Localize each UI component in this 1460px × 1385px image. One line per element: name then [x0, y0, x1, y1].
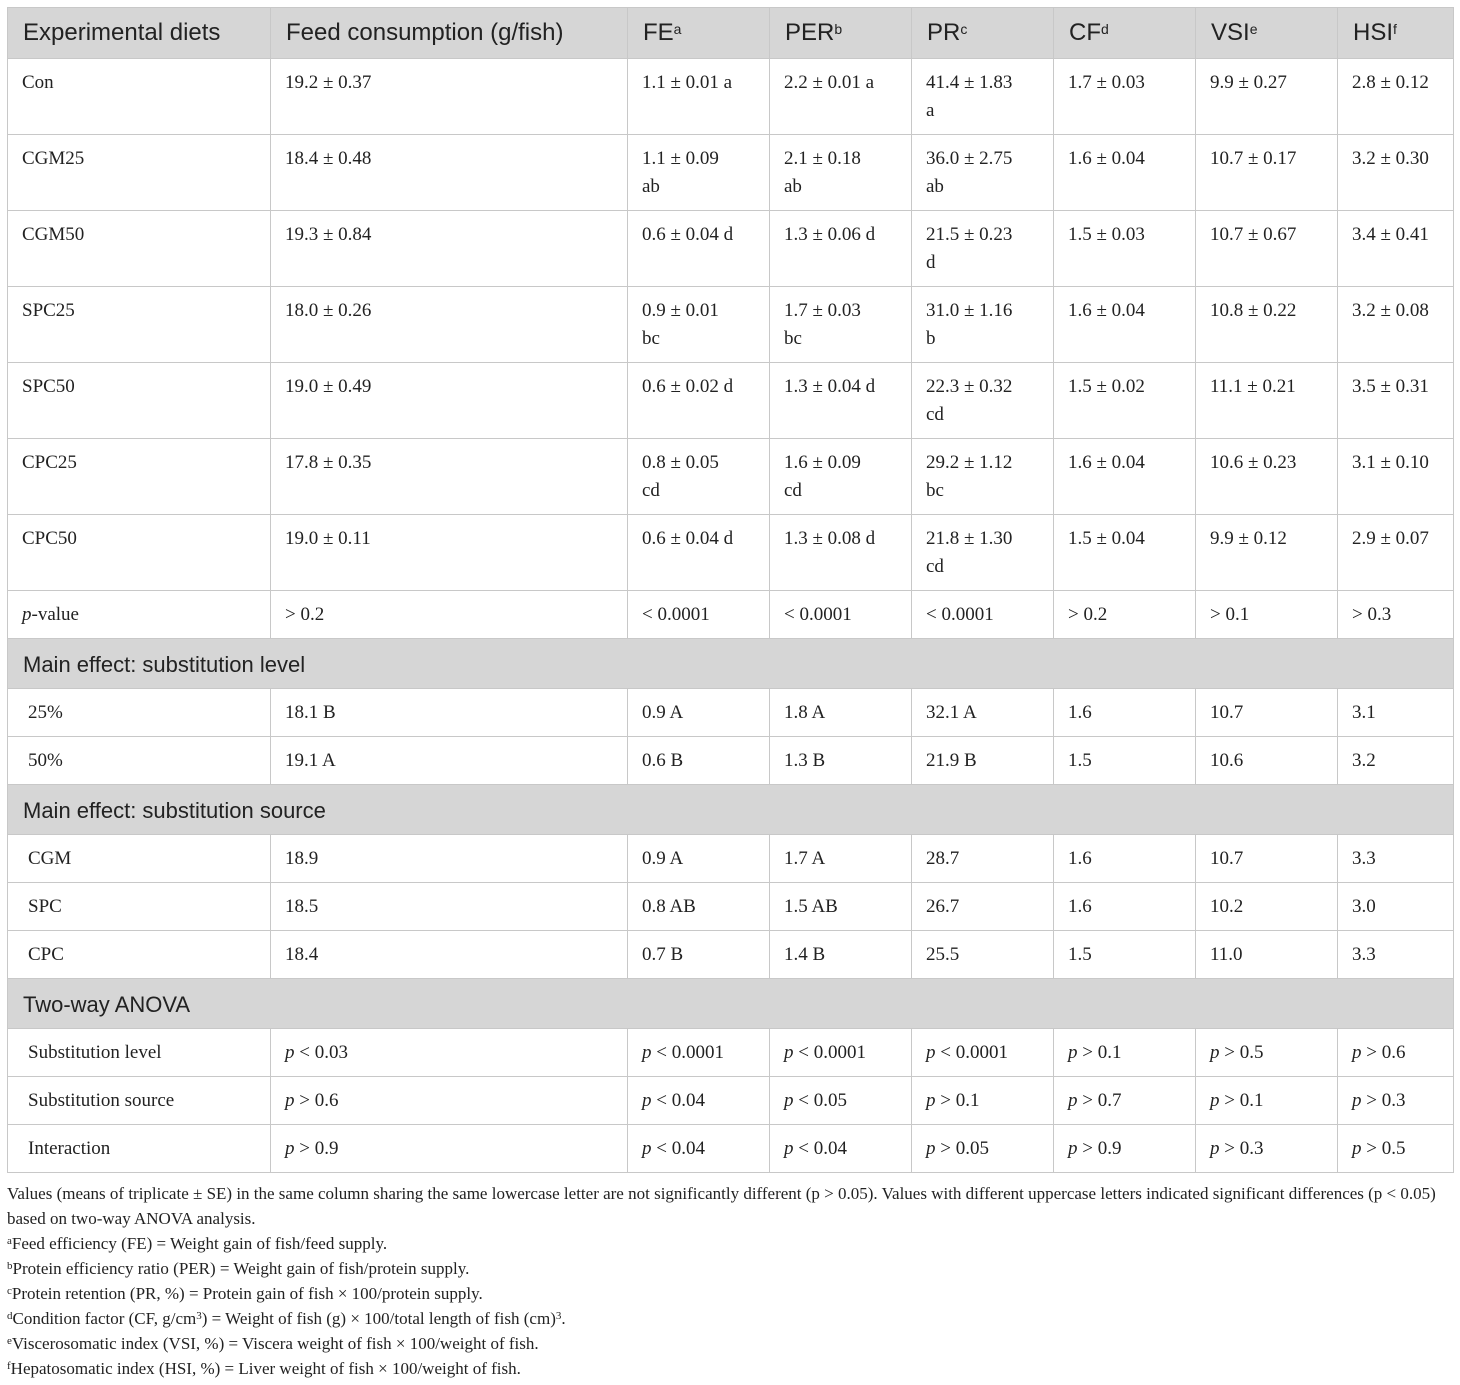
results-table [7, 7, 1454, 1173]
table-row [8, 931, 1454, 979]
cell: 2.1 ± 0.18 ab [770, 135, 912, 211]
cell: CPC [8, 931, 271, 979]
footnote-d: $^d$Condition factor (CF, $g/cm^3$) = Weight of fish (g) × 100/total length of fish (cm)$^3$. [7, 1309, 566, 1328]
cell: 11.1 ± 0.21 [1196, 363, 1338, 439]
footnote-a: $^a$Feed efficiency (FE) = Weight gain of fish/feed supply. [7, 1234, 388, 1253]
cell: 29.2 ± 1.12 bc [912, 439, 1054, 515]
cell: p > 0.5 [1196, 1029, 1338, 1077]
cell: > 0.2 [1054, 591, 1196, 639]
col-header-cf: $CF^d$ [1054, 8, 1196, 59]
cell: 36.0 ± 2.75 ab [912, 135, 1054, 211]
cell: 0.7 B [628, 931, 770, 979]
cell: p < 0.04 [628, 1077, 770, 1125]
cell: 22.3 ± 0.32 cd [912, 363, 1054, 439]
cell: 3.2 [1338, 737, 1454, 785]
cell: 19.0 ± 0.11 [271, 515, 628, 591]
table-row [8, 737, 1454, 785]
col-header-per: PER$^b$ [770, 8, 912, 59]
cell: 1.6 ± 0.04 [1054, 439, 1196, 515]
header-row [8, 8, 1454, 59]
cell: 10.7 ± 0.17 [1196, 135, 1338, 211]
cell: 1.3 ± 0.06 d [770, 211, 912, 287]
cell: p > 0.6 [1338, 1029, 1454, 1077]
cell: p < 0.03 [271, 1029, 628, 1077]
cell: 2.8 ± 0.12 [1338, 59, 1454, 135]
cell: 18.1 B [271, 689, 628, 737]
cell: 1.6 ± 0.09 cd [770, 439, 912, 515]
table-row [8, 363, 1454, 439]
cell: 10.7 [1196, 689, 1338, 737]
cell: 31.0 ± 1.16 b [912, 287, 1054, 363]
section-title: Main effect: substitution source [8, 785, 1454, 835]
cell: 1.5 ± 0.03 [1054, 211, 1196, 287]
col-header-vsi: VSI$^e$ [1196, 8, 1338, 59]
cell: 21.5 ± 0.23 d [912, 211, 1054, 287]
cell: p < 0.04 [628, 1125, 770, 1173]
table-footnotes [7, 1181, 1453, 1381]
cell: SPC [8, 883, 271, 931]
col-header-hsi: HSI$^f$ [1338, 8, 1454, 59]
cell: 32.1 A [912, 689, 1054, 737]
section-header-level [8, 639, 1454, 689]
cell: 1.4 B [770, 931, 912, 979]
cell: 10.6 ± 0.23 [1196, 439, 1338, 515]
cell: 10.2 [1196, 883, 1338, 931]
cell: p > 0.9 [271, 1125, 628, 1173]
cell: 0.6 ± 0.02 d [628, 363, 770, 439]
cell: CGM [8, 835, 271, 883]
cell: 1.5 ± 0.04 [1054, 515, 1196, 591]
cell: 21.8 ± 1.30 cd [912, 515, 1054, 591]
cell: p < 0.04 [770, 1125, 912, 1173]
cell: 1.1 ± 0.09 ab [628, 135, 770, 211]
cell: 1.5 AB [770, 883, 912, 931]
cell: SPC50 [8, 363, 271, 439]
cell: 25% [8, 689, 271, 737]
cell: p < 0.0001 [912, 1029, 1054, 1077]
col-header-diets: Experimental diets [8, 8, 271, 59]
cell: 19.2 ± 0.37 [271, 59, 628, 135]
cell: 0.8 ± 0.05 cd [628, 439, 770, 515]
cell: 3.2 ± 0.30 [1338, 135, 1454, 211]
cell: 1.5 ± 0.02 [1054, 363, 1196, 439]
cell: p > 0.6 [271, 1077, 628, 1125]
cell: p > 0.3 [1196, 1125, 1338, 1173]
cell: 9.9 ± 0.12 [1196, 515, 1338, 591]
cell: 1.3 B [770, 737, 912, 785]
cell: 2.2 ± 0.01 a [770, 59, 912, 135]
cell: 3.5 ± 0.31 [1338, 363, 1454, 439]
cell: 3.0 [1338, 883, 1454, 931]
table-row [8, 211, 1454, 287]
cell: 18.4 [271, 931, 628, 979]
cell: 21.9 B [912, 737, 1054, 785]
table-row [8, 135, 1454, 211]
cell: 1.8 A [770, 689, 912, 737]
cell: 18.4 ± 0.48 [271, 135, 628, 211]
col-header-pr: $PR^c$ [912, 8, 1054, 59]
cell: CPC25 [8, 439, 271, 515]
cell: Interaction [8, 1125, 271, 1173]
cell: Substitution level [8, 1029, 271, 1077]
cell: 3.4 ± 0.41 [1338, 211, 1454, 287]
cell: 1.5 [1054, 931, 1196, 979]
cell: Con [8, 59, 271, 135]
cell: 0.9 A [628, 689, 770, 737]
cell: p > 0.5 [1338, 1125, 1454, 1173]
table-row [8, 439, 1454, 515]
cell: 18.9 [271, 835, 628, 883]
cell: 2.9 ± 0.07 [1338, 515, 1454, 591]
cell: 3.1 ± 0.10 [1338, 439, 1454, 515]
cell: > 0.2 [271, 591, 628, 639]
cell: 1.6 ± 0.04 [1054, 287, 1196, 363]
cell: 19.0 ± 0.49 [271, 363, 628, 439]
cell: 1.1 ± 0.01 a [628, 59, 770, 135]
cell: 10.8 ± 0.22 [1196, 287, 1338, 363]
cell: p < 0.0001 [628, 1029, 770, 1077]
table-row [8, 689, 1454, 737]
cell: 0.9 A [628, 835, 770, 883]
section-header-anova [8, 979, 1454, 1029]
cell: 1.6 [1054, 689, 1196, 737]
table-row [8, 287, 1454, 363]
footnote-b: $^b$Protein efficiency ratio (PER) = Weight gain of fish/protein supply. [7, 1259, 470, 1278]
section-title: Two-way ANOVA [8, 979, 1454, 1029]
cell: SPC25 [8, 287, 271, 363]
cell: 19.1 A [271, 737, 628, 785]
cell: 1.7 ± 0.03 [1054, 59, 1196, 135]
cell: 1.6 ± 0.04 [1054, 135, 1196, 211]
section-header-source [8, 785, 1454, 835]
cell: p > 0.05 [912, 1125, 1054, 1173]
cell: 3.1 [1338, 689, 1454, 737]
cell: 1.7 ± 0.03 bc [770, 287, 912, 363]
cell: 9.9 ± 0.27 [1196, 59, 1338, 135]
cell: 18.0 ± 0.26 [271, 287, 628, 363]
cell: 10.7 ± 0.67 [1196, 211, 1338, 287]
cell: 0.6 B [628, 737, 770, 785]
cell: p > 0.1 [912, 1077, 1054, 1125]
cell: 1.3 ± 0.04 d [770, 363, 912, 439]
footnote-c: $^c$Protein retention (PR, %) = Protein gain of fish × 100/protein supply. [7, 1284, 483, 1303]
cell: 0.6 ± 0.04 d [628, 515, 770, 591]
cell: < 0.0001 [770, 591, 912, 639]
cell: 3.3 [1338, 931, 1454, 979]
cell: 0.6 ± 0.04 d [628, 211, 770, 287]
cell: p > 0.7 [1054, 1077, 1196, 1125]
cell: 17.8 ± 0.35 [271, 439, 628, 515]
table-row [8, 883, 1454, 931]
cell: 10.6 [1196, 737, 1338, 785]
cell: 18.5 [271, 883, 628, 931]
cell: 1.5 [1054, 737, 1196, 785]
cell: 1.3 ± 0.08 d [770, 515, 912, 591]
footnote-e: $^e$Viscerosomatic index (VSI, %) = Viscera weight of fish × 100/weight of fish. [7, 1334, 539, 1353]
cell: p < 0.0001 [770, 1029, 912, 1077]
cell: 28.7 [912, 835, 1054, 883]
pvalue-row [8, 591, 1454, 639]
cell: 26.7 [912, 883, 1054, 931]
table-row [8, 59, 1454, 135]
cell: CGM25 [8, 135, 271, 211]
cell: p > 0.1 [1196, 1077, 1338, 1125]
cell: 1.7 A [770, 835, 912, 883]
cell: 0.8 AB [628, 883, 770, 931]
cell: Substitution source [8, 1077, 271, 1125]
table-row [8, 1029, 1454, 1077]
col-header-feed: Feed consumption (g/fish) [271, 8, 628, 59]
footnote-main: Values (means of triplicate ± SE) in the same column sharing the same lowercase letter are not significantly different (p > 0.05). Values with different uppercase letters indicated significant differences (p < 0.05) based on two-way ANOVA analysis. [7, 1184, 1436, 1228]
table-row [8, 515, 1454, 591]
footnote-f: $^f$Hepatosomatic index (HSI, %) = Liver weight of fish × 100/weight of fish. [7, 1359, 521, 1378]
cell: 3.3 [1338, 835, 1454, 883]
section-title: Main effect: substitution level [8, 639, 1454, 689]
cell: 50% [8, 737, 271, 785]
pvalue-label: p-value [8, 591, 271, 639]
cell: 1.6 [1054, 835, 1196, 883]
col-header-fe: $FE^a$ [628, 8, 770, 59]
cell: p > 0.1 [1054, 1029, 1196, 1077]
cell: 3.2 ± 0.08 [1338, 287, 1454, 363]
cell: 19.3 ± 0.84 [271, 211, 628, 287]
cell: < 0.0001 [912, 591, 1054, 639]
table-row [8, 1125, 1454, 1173]
cell: > 0.1 [1196, 591, 1338, 639]
table-row [8, 1077, 1454, 1125]
cell: CGM50 [8, 211, 271, 287]
cell: CPC50 [8, 515, 271, 591]
cell: < 0.0001 [628, 591, 770, 639]
cell: 41.4 ± 1.83 a [912, 59, 1054, 135]
table-row [8, 835, 1454, 883]
cell: p < 0.05 [770, 1077, 912, 1125]
cell: p > 0.3 [1338, 1077, 1454, 1125]
cell: 25.5 [912, 931, 1054, 979]
cell: 10.7 [1196, 835, 1338, 883]
cell: > 0.3 [1338, 591, 1454, 639]
cell: 0.9 ± 0.01 bc [628, 287, 770, 363]
cell: 11.0 [1196, 931, 1338, 979]
cell: p > 0.9 [1054, 1125, 1196, 1173]
cell: 1.6 [1054, 883, 1196, 931]
